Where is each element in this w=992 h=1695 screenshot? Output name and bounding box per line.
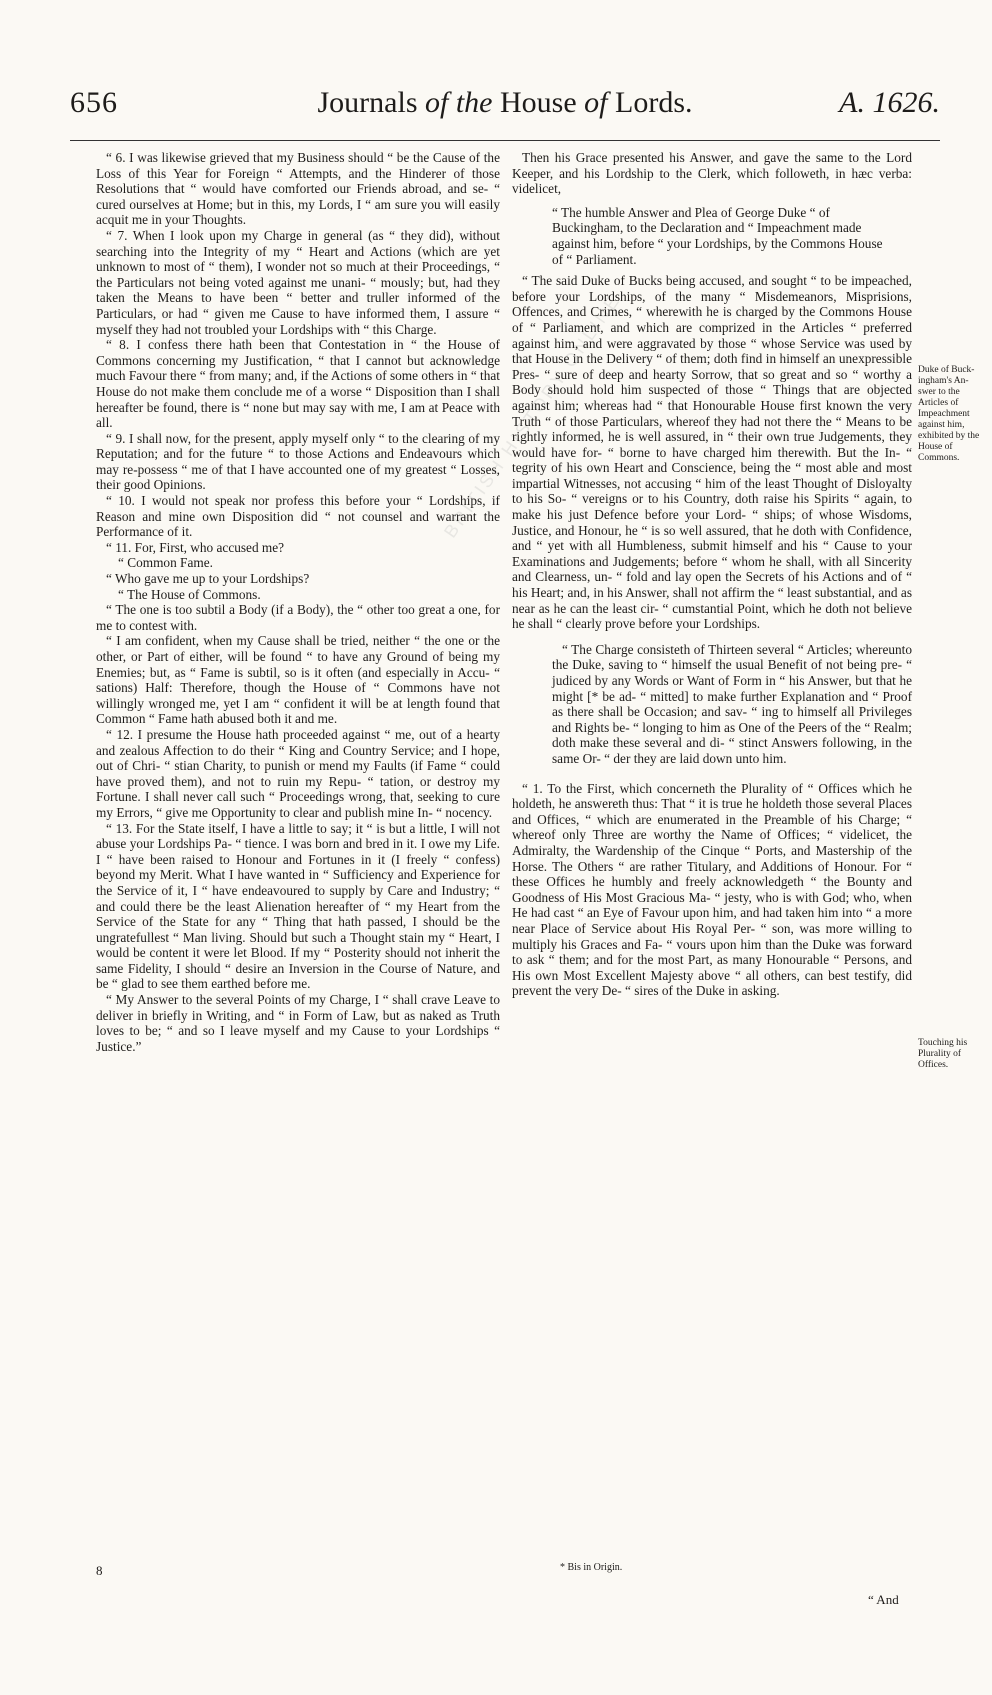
paragraph: “ 10. I would not speak nor profess this before your “ Lordships, if Reason and mine own Disposition did “ not counsel and warrant the Performance of it.: [96, 493, 500, 540]
catchword: “ And: [868, 1592, 899, 1607]
paragraph: “ Common Fame.: [118, 555, 213, 571]
margin-note: Touching his Plurality of Offices.: [918, 1038, 968, 1070]
margin-note: Duke of Buck- ingham's An- swer to the Articles of Impeachment against him, exhibited by the House of Commons.: [918, 365, 980, 463]
header-rule: [70, 140, 940, 141]
paragraph: “ The House of Commons.: [118, 586, 261, 602]
page-number: 656: [70, 86, 118, 119]
paragraph: “ I am confident, when my Cause shall be tried, neither “ the one or the other, or Part of either, will be found “ to have any Ground of being my Enemies; but, as “ Fame is subtil, so is it often (and especially in Accu- “ sations) Half: Therefore, though the House of “ Commons have not willingly wronged me, yet I am “ confident it will be at length found that Common “ Fame hath abused both it and me.: [96, 633, 500, 727]
paragraph: “ My Answer to the several Points of my Charge, I “ shall crave Leave to deliver in briefly in Writing, and “ in Form of Law, but as naked as Truth loves to be; “ and so I leave myself and my Cause to your Lordships “ Justice.”: [96, 992, 500, 1054]
paragraph: “ 7. When I look upon my Charge in general (as “ they did), without searching into the Integrity of my “ Heart and Actions (which are yet unknown to most of “ them), I wonder not so much at their Proceedings, “ the Particulars not being voted against me unani- “ mously; but, had they taken the Means to have been “ better and truller informed of the Particulars, or had “ given me Cause to have informed them, I assure “ myself they had not troubled your Lordships with “ this Charge.: [96, 227, 500, 337]
right-column: [512, 150, 912, 999]
left-column: [96, 150, 500, 1054]
paragraph: “ 9. I shall now, for the present, apply myself only “ to the clearing of my Reputation; and for the future “ to those Actions and Endeavours which may re-possess “ me of that I have accounted one of my greatest “ Losses, their good Opinions.: [96, 430, 500, 493]
paragraph: “ 1. To the First, which concerneth the Plurality of “ Offices which he holdeth, he answereth thus: That “ it is true he holdeth those several Places and Offices, “ which are enumerated in the Preamble of his Charge; “ whereof only Three are worthy the Name of Offices; “ videlicet, the Admiralty, the Wardenship of the Cinque “ Ports, and Mastership of the Horse. The Others “ are rather Titulary, and Additions of Honour. For “ these Offices he humbly and freely acknowledgeth “ the Bounty and Goodness of His Most Gracious Ma- “ jesty, who is with God; who, when He had cast “ an Eye of Favour upon him, and had taken him into “ a more near Place of Service about His Royal Per- “ son, was more willing to multiply his Graces and Fa- “ vours upon him than the Duke was forward to ask “ them; and for the most Part, as many Honourable “ Persons, and His own Most Excellent Majesty above “ all others, can best testify, did prevent the very De- “ sires of the Duke in asking.: [512, 780, 912, 999]
answer-title: “ The humble Answer and Plea of George Duke “ of Buckingham, to the Declaration and “ Impeachment made against him, before “ your Lordships, by the Commons House of “ Parliament.: [552, 204, 883, 267]
page-header: [70, 82, 940, 138]
charge-paragraph: “ The Charge consisteth of Thirteen several “ Articles; whereunto the Duke, saving to “ himself the usual Benefit of not being pre- “ judiced by any Words or Want of Form in “ his Answer, but that he might [* be ad- “ mitted] to make further Explanation and “ Proof as there shall be Occasion; and sav- “ ing to himself all Privileges and Rights be- “ longing to him as One of the Peers of the “ Realm; doth make these several and di- “ stinct Answers following, in the same Or- “ der they are laid down unto him.: [552, 641, 912, 766]
paragraph: “ 12. I presume the House hath proceeded against “ me, out of a hearty and zealous Affection to do their “ King and Country Service; and I hope, out of Chri- “ stian Charity, to punish or mend my Faults (if Fame “ could have proved them), and not to ruin my Repu- “ tation, or destroy my Fortune. I shall never call such “ Proceedings wrong, that, seeking to cure my Errors, “ give me Opportunity to clear and publish mine In- “ nocency.: [96, 726, 500, 820]
paragraph: “ 6. I was likewise grieved that my Business should “ be the Cause of the Loss of this Year for Foreign “ Attempts, and the Hinderer of those Resolutions that “ would have comforted our Friends abroad, and se- “ cured ourselves at Home; but in this, my Lords, I “ am sure you will easily acquit me in your Thoughts.: [96, 150, 500, 228]
paragraph: “ 13. For the State itself, I have a little to say; it “ is but a little, I will not abuse your Lordships Pa- “ tience. I was born and bred in it. I owe my Life. I “ have been raised to Honour and Fortunes in it (I freely “ confess) beyond my Merit. What I have wanted in “ Sufficiency and Experience for the Service of it, I “ have endeavoured to supply by Care and Industry; “ and could there be the least Alienation hereafter of “ my Heart from the Service of the State for any “ Thing that hath passed, I should be the ungratefullest “ Man living. Should but such a Thought stain my “ Heart, I would be content it were let Blood. If my “ Posterity should not inherit the same Fidelity, I should “ desire an Inversion in the Course of Nature, and be “ glad to see them earthed before me.: [96, 820, 500, 992]
paragraph: “ The one is too subtil a Body (if a Body), the “ other too great a one, for me to contest with.: [96, 602, 500, 633]
paragraph: “ Who gave me up to your Lordships?: [106, 571, 310, 587]
footnote: * Bis in Origin.: [560, 1562, 623, 1573]
journal-title: Journals of the House of Lords.: [317, 86, 693, 119]
year: A. 1626.: [839, 86, 940, 119]
signature-mark: 8: [96, 1563, 103, 1578]
paragraph: “ 8. I confess there hath been that Contestation in “ the House of Commons concerning my Justification, “ that I cannot but acknowledge much Favour there “ from many; and, if the Actions of some others in “ that House do not make them conclude me of a worse “ Disposition than I shall hereafter be found, there is “ none but may say with me, I am at Peace with all.: [96, 337, 500, 431]
paragraph: “ The said Duke of Bucks being accused, and sought “ to be impeached, before your Lordships, of the many “ Misdemeanors, Misprisions, Offences, and Crimes, “ wherewith he is charged by the Commons House of “ Parliament, and which are comprized in the Articles “ preferred against him, and were aggravated by those “ whose Service was used by that House in the Delivery “ of them; doth find in himself an unexpressible Pres- “ sure of deep and hearty Sorrow, that so great and so “ worthy a Body should hold him suspected of those “ Things that are objected against him; whereas had “ that Honourable House first known the very Truth “ of those Particulars, whereof they had not there the “ Means to be rightly informed, he is well assured, in “ their own true Judgements, they would have for- “ borne to have charged him therewith. But the In- “ tegrity of his own Heart and Conscience, being the “ most able and most impartial Witnesses, not accusing “ him of the least Thought of Disloyalty to his So- “ vereigns or to his Country, doth raise his Spirits “ again, to make his just Defence before your Lord- “ ships; of whose Wisdoms, Justice, and Honour, he “ is so well assured, that he doth with Confidence, and “ yet with all Humbleness, submit himself and his “ Cause to your Examinations and Judgements; before “ whom he shall, with all Sincerity and Clearness, un- “ fold and lay open the Secrets of his Actions and of “ his Heart; and, in his Answer, shall not affirm the “ least substantial, and as near as he can the least cir- “ cumstantial Point, which he doth not believe he shall “ clearly prove before your Lordships.: [512, 273, 912, 632]
paragraph: “ 11. For, First, who accused me?: [106, 539, 285, 555]
intro-paragraph: Then his Grace presented his Answer, and gave the same to the Lord Keeper, and his Lordship to the Clerk, which followeth, in hæc verba: videlicet,: [512, 150, 912, 197]
watermark: BRITISH HISTORY ONLINE: [440, 289, 625, 542]
